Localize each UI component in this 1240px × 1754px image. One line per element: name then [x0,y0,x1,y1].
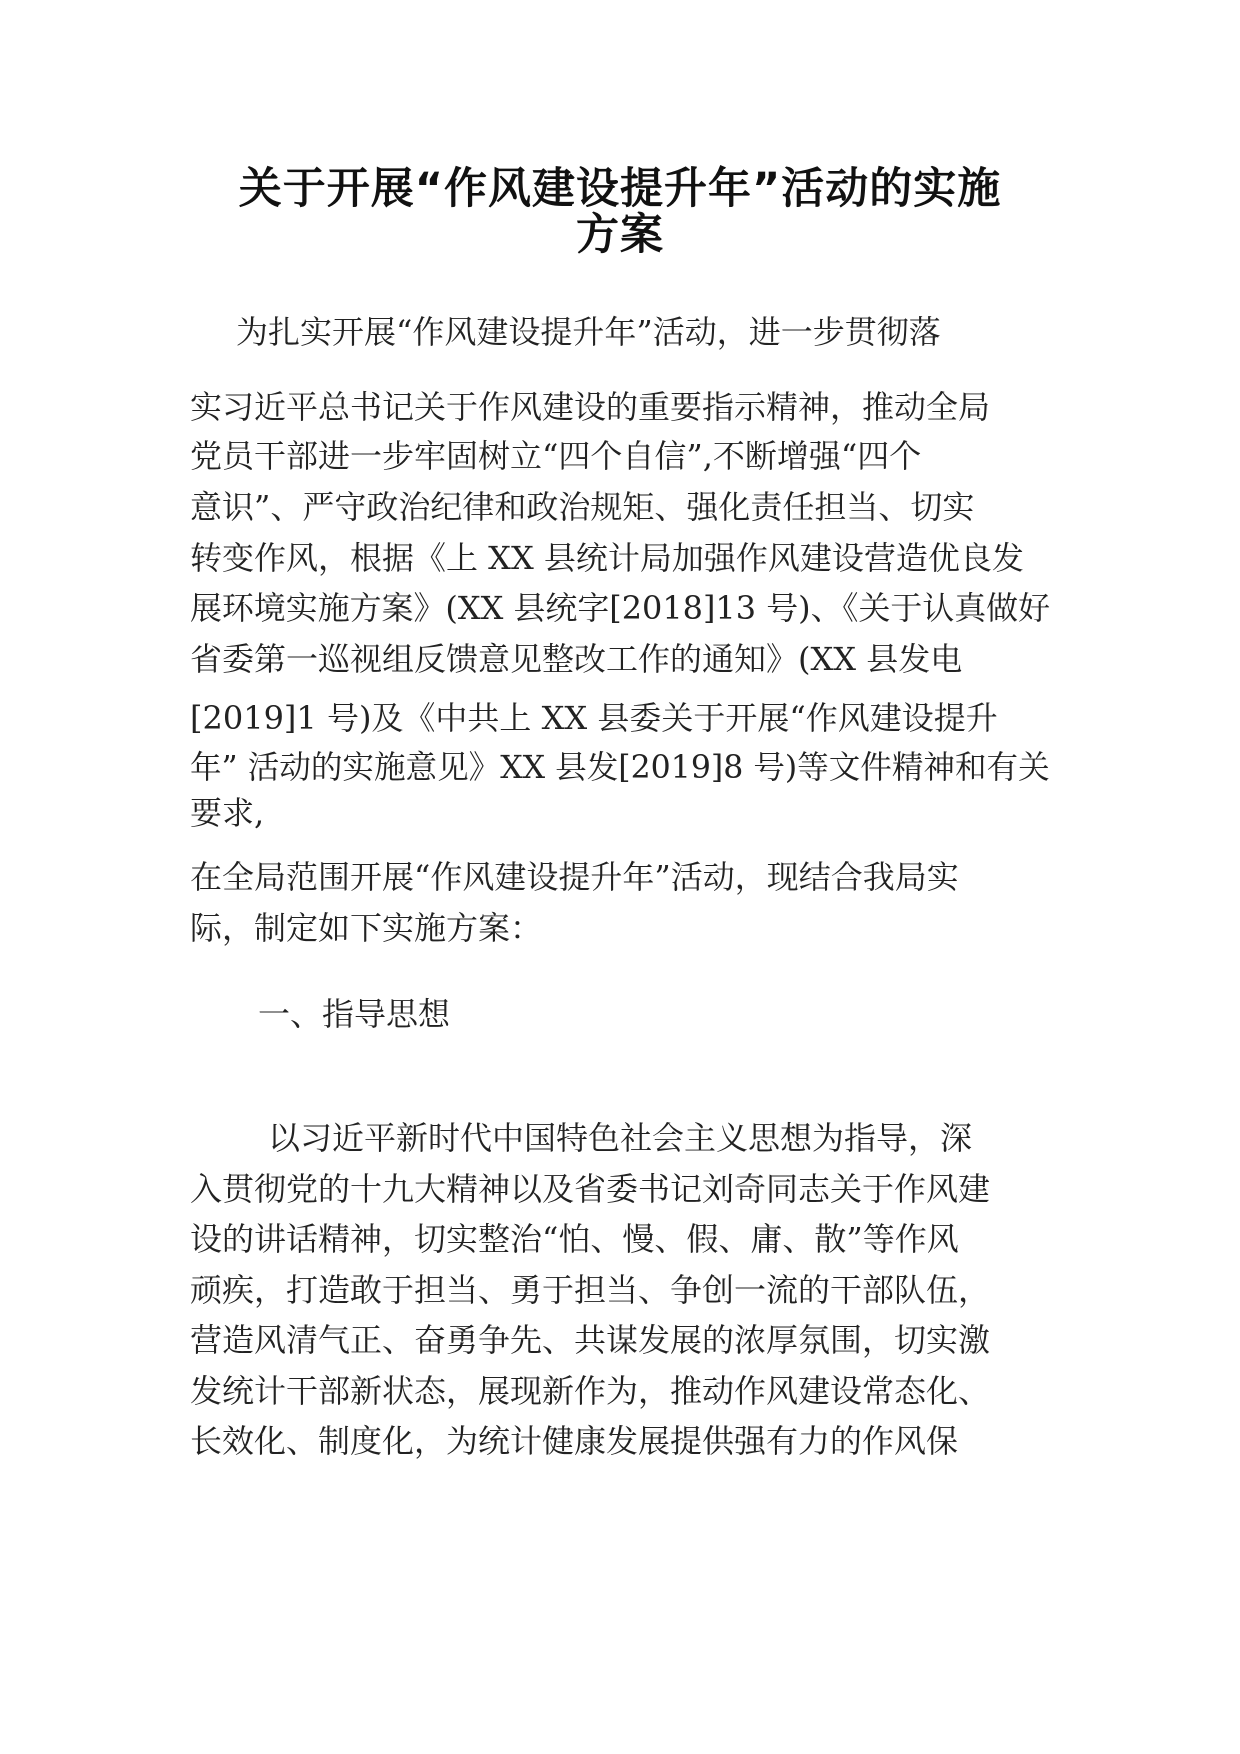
section-heading-guiding-ideology: 一、指导思想 [258,995,451,1033]
section-paragraph-line: 设的讲话精神，切实整治“怕、慢、假、庸、散”等作风 [190,1220,959,1258]
intro-line: 要求, [190,794,265,832]
section-paragraph-line: 长效化、制度化，为统计健康发展提供强有力的作风保 [190,1422,959,1460]
intro-line: 转变作风，根据《上 XX 县统计局加强作风建设营造优良发 [190,539,1024,577]
document-title-line-2: 方案 [576,210,664,260]
intro-line: 在全局范围开展“作风建设提升年”活动，现结合我局实 [190,858,959,896]
intro-line: [2019]1 号)及《中共上 XX 县委关于开展“作风建设提升 [190,699,998,737]
intro-line: 年” 活动的实施意见》XX 县发[2019]8 号)等文件精神和有关 [190,748,1050,786]
intro-line: 为扎实开展“作风建设提升年”活动，进一步贯彻落 [236,313,941,351]
section-paragraph-line: 营造风清气正、奋勇争先、共谋发展的浓厚氛围，切实激 [190,1321,991,1359]
section-paragraph-line: 以习近平新时代中国特色社会主义思想为指导，深 [268,1119,973,1157]
intro-line: 意识”、严守政治纪律和政治规矩、强化责任担当、切实 [190,488,975,526]
document-title-line-1: 关于开展“作风建设提升年”活动的实施 [238,164,1002,214]
intro-line: 党员干部进一步牢固树立“四个自信”,不断增强“四个 [190,437,922,475]
intro-line: 际，制定如下实施方案： [190,909,543,947]
intro-line: 省委第一巡视组反馈意见整改工作的通知》(XX 县发电 [190,640,963,678]
section-paragraph-line: 顽疾，打造敢于担当、勇于担当、争创一流的干部队伍， [190,1271,991,1309]
intro-line: 实习近平总书记关于作风建设的重要指示精神，推动全局 [190,388,991,426]
section-paragraph-line: 发统计干部新状态，展现新作为，推动作风建设常态化、 [190,1372,991,1410]
intro-line: 展环境实施方案》(XX 县统字[2018]13 号)、《关于认真做好 [190,589,1051,627]
section-paragraph-line: 入贯彻党的十九大精神以及省委书记刘奇同志关于作风建 [190,1170,991,1208]
